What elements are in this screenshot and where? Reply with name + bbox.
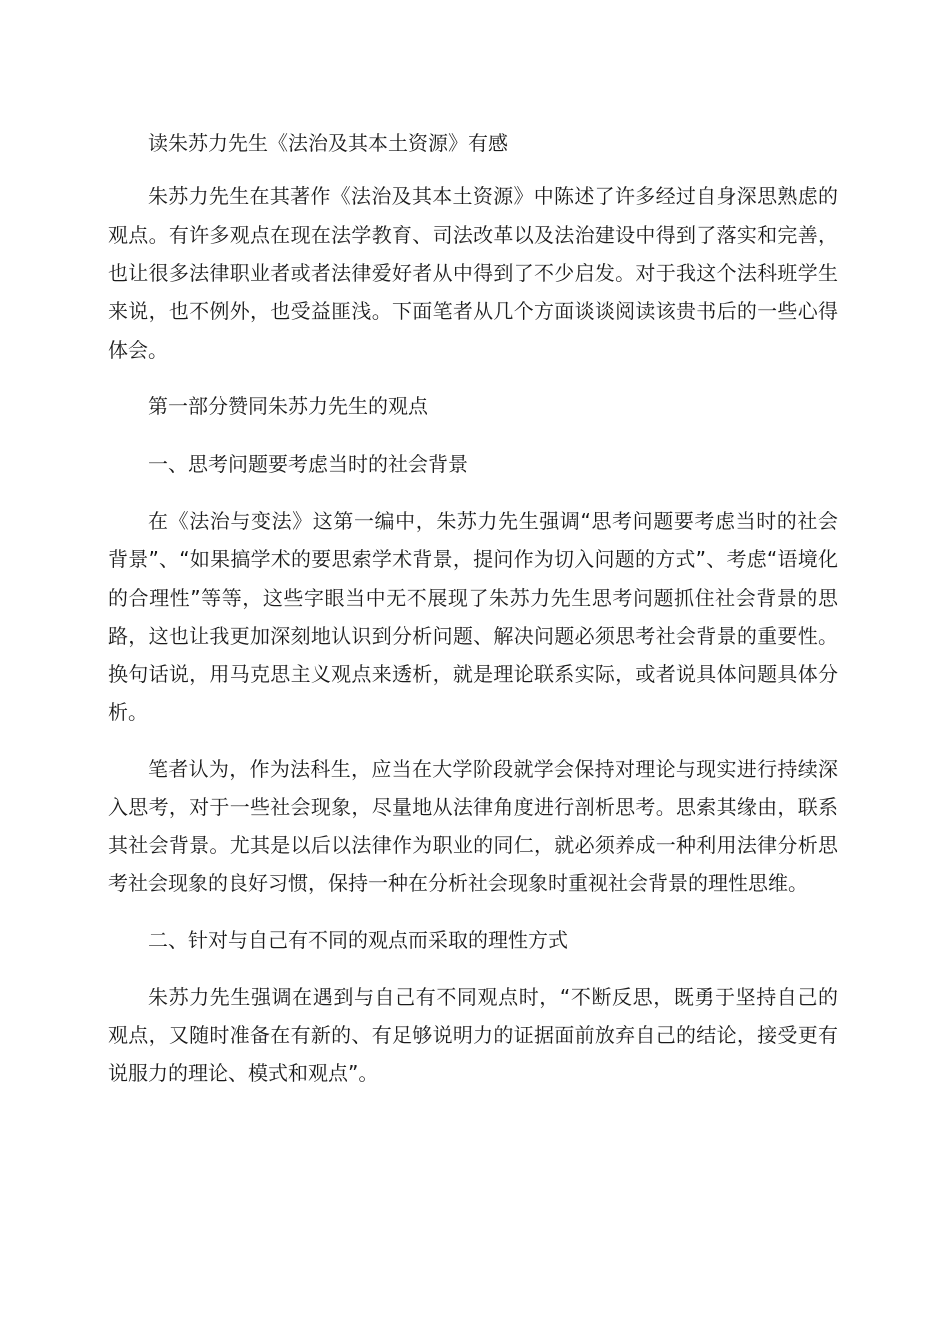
text-line: 笔者认为，作为法科生，应当在大学阶段就学会保持对理论与现实进行持续深 — [148, 757, 838, 781]
text-line: 路，这也让我更加深刻地认识到分析问题、解决问题必须思考社会背景的重要性。 — [108, 624, 838, 648]
section-heading: 第一部分赞同朱苏力先生的观点 — [148, 394, 428, 418]
text-line: 入思考，对于一些社会现象，尽量地从法律角度进行剖析思考。思索其缘由，联系 — [108, 795, 838, 819]
subsection-heading: 二、针对与自己有不同的观点而采取的理性方式 — [148, 928, 568, 952]
text-line: 观点。有许多观点在现在法学教育、司法改革以及法治建设中得到了落实和完善， — [108, 223, 838, 247]
text-line: 在《法治与变法》这第一编中，朱苏力先生强调“思考问题要考虑当时的社会 — [148, 509, 838, 533]
text-line: 换句话说，用马克思主义观点来透析，就是理论联系实际，或者说具体问题具体分 — [108, 662, 838, 686]
text-line: 朱苏力先生在其著作《法治及其本土资源》中陈述了许多经过自身深思熟虑的 — [148, 184, 838, 208]
text-line: 析。 — [108, 700, 148, 724]
document-title: 读朱苏力先生《法治及其本土资源》有感 — [148, 131, 508, 155]
text-line: 朱苏力先生强调在遇到与自己有不同观点时，“不断反思，既勇于坚持自己的 — [148, 985, 838, 1009]
text-line: 考社会现象的良好习惯，保持一种在分析社会现象时重视社会背景的理性思维。 — [108, 871, 808, 895]
text-line: 其社会背景。尤其是以后以法律作为职业的同仁，就必须养成一种利用法律分析思 — [108, 833, 838, 857]
text-line: 体会。 — [108, 338, 168, 362]
subsection-heading: 一、思考问题要考虑当时的社会背景 — [148, 452, 468, 476]
text-line: 也让很多法律职业者或者法律爱好者从中得到了不少启发。对于我这个法科班学生 — [108, 261, 838, 285]
text-line: 说服力的理论、模式和观点”。 — [108, 1061, 379, 1085]
text-line: 背景”、“如果搞学术的要思索学术背景，提问作为切入问题的方式”、考虑“语境化 — [108, 547, 838, 571]
text-line: 的合理性”等等，这些字眼当中无不展现了朱苏力先生思考问题抓住社会背景的思 — [108, 586, 838, 610]
text-line: 来说，也不例外，也受益匪浅。下面笔者从几个方面谈谈阅读该贵书后的一些心得 — [108, 299, 838, 323]
text-line: 观点，又随时准备在有新的、有足够说明力的证据面前放弃自己的结论，接受更有 — [108, 1023, 838, 1047]
